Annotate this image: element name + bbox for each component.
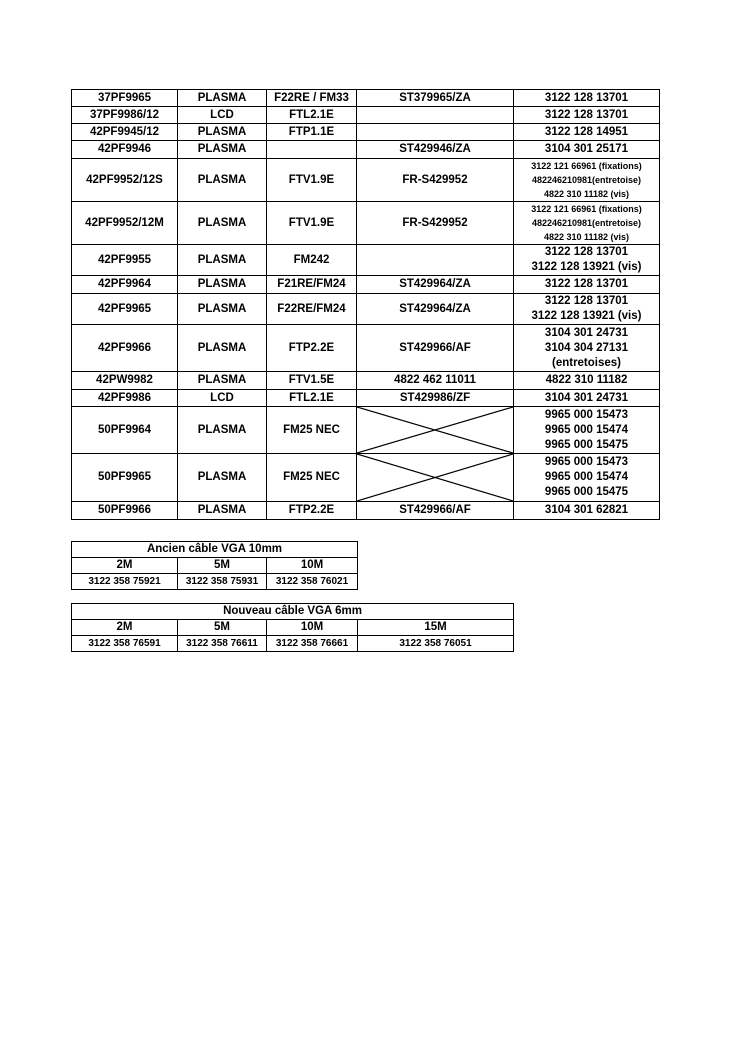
part-numbers-cell [514,202,660,245]
model-cell: 50PF9965 [72,454,178,502]
model-cell: 50PF9966 [72,502,178,520]
table-row [72,454,660,502]
chassis-cell: F21RE/FM24 [267,276,357,294]
type-cell: PLASMA [178,159,267,202]
reference-cell: ST429964/ZA [357,276,514,294]
type-cell: PLASMA [178,502,267,520]
part-number: 4822 310 11182 (vis) [543,232,630,242]
part-number: 9965 000 15474 [544,423,629,436]
chassis-cell: FTV1.5E [267,372,357,390]
old-cable-part: 3122 358 75921 [72,574,178,590]
type-cell: PLASMA [178,454,267,502]
chassis-cell: FM25 NEC [267,407,357,454]
part-number: 482246210981(entretoise) [531,175,642,185]
part-number: 3122 128 13701 [544,246,629,258]
part-number: 9965 000 15473 [544,408,629,421]
part-number: 9965 000 15473 [544,456,629,468]
chassis-cell: F22RE / FM33 [267,90,357,107]
type-cell: PLASMA [178,245,267,276]
reference-cell: ST429986/ZF [357,390,514,407]
model-cell: 42PF9945/12 [72,124,178,141]
new-cable-header: 15M [358,620,514,636]
chassis-cell: FTP2.2E [267,325,357,372]
table-row [72,159,660,202]
part-numbers-cell [514,390,660,407]
old-cable-header: 5M [178,558,267,574]
part-number: 3122 128 14951 [544,125,629,138]
type-cell: PLASMA [178,124,267,141]
part-number: 3104 301 24731 [544,391,629,404]
part-numbers-cell [514,294,660,325]
part-number: 3104 304 27131 [544,341,629,354]
reference-cell: ST429966/AF [357,325,514,372]
model-cell: 42PF9946 [72,141,178,159]
type-cell: PLASMA [178,372,267,390]
type-cell: PLASMA [178,294,267,325]
part-number: 3122 128 13921 (vis) [531,261,642,273]
type-cell: PLASMA [178,90,267,107]
part-number: 482246210981(entretoise) [531,218,642,228]
part-numbers-cell [514,159,660,202]
old-cable-header: 10M [267,558,358,574]
part-numbers-cell [514,276,660,294]
chassis-cell: FTV1.9E [267,202,357,245]
reference-cell [357,245,514,276]
part-number: 4822 310 11182 (vis) [543,189,630,199]
part-number: 3122 128 13701 [544,108,629,121]
table-row [72,124,660,141]
part-numbers-cell [514,372,660,390]
type-cell: PLASMA [178,202,267,245]
table-row [72,202,660,245]
part-number: 3122 128 13701 [544,278,629,290]
reference-cell [357,124,514,141]
type-cell: PLASMA [178,276,267,294]
old-cable-title: Ancien câble VGA 10mm [72,542,358,558]
type-cell: PLASMA [178,325,267,372]
chassis-cell: FM25 NEC [267,454,357,502]
reference-cell: FR-S429952 [357,202,514,245]
reference-cell: ST429964/ZA [357,294,514,325]
table-row [72,276,660,294]
table-row [72,325,660,372]
chassis-cell: FTV1.9E [267,159,357,202]
part-number: 9965 000 15475 [544,486,629,498]
table-row [72,407,660,454]
part-numbers-cell [514,90,660,107]
part-number: 9965 000 15474 [544,471,629,483]
part-numbers-cell [514,407,660,454]
new-cable-part: 3122 358 76051 [358,636,514,652]
chassis-cell: FTP1.1E [267,124,357,141]
new-cable-header: 10M [267,620,358,636]
reference-cell: ST429966/AF [357,502,514,520]
parts-table [71,89,660,520]
old-cable-part: 3122 358 75931 [178,574,267,590]
model-cell: 42PF9965 [72,294,178,325]
reference-cell: 4822 462 11011 [357,372,514,390]
chassis-cell: F22RE/FM24 [267,294,357,325]
table-row [72,107,660,124]
model-cell: 50PF9964 [72,407,178,454]
part-numbers-cell [514,245,660,276]
chassis-cell: FTL2.1E [267,390,357,407]
table-row [72,502,660,520]
reference-cell: ST379965/ZA [357,90,514,107]
table-row [72,372,660,390]
chassis-cell: FTL2.1E [267,107,357,124]
old-cable-header: 2M [72,558,178,574]
part-number: 3122 121 66961 (fixations) [531,161,642,171]
chassis-cell: FM242 [267,245,357,276]
crossed-out-cell [357,454,514,502]
part-number: 3122 128 13701 [544,91,629,104]
part-numbers-cell [514,124,660,141]
old-vga-cable-table [71,541,358,590]
chassis-cell: FTP2.2E [267,502,357,520]
part-number: 9965 000 15475 [544,438,629,451]
reference-cell: FR-S429952 [357,159,514,202]
new-cable-part: 3122 358 76611 [178,636,267,652]
new-vga-cable-table [71,603,514,652]
chassis-cell [267,141,357,159]
model-cell: 42PF9952/12M [72,202,178,245]
model-cell: 42PF9966 [72,325,178,372]
old-cable-part: 3122 358 76021 [267,574,358,590]
model-cell: 42PF9986 [72,390,178,407]
type-cell: PLASMA [178,141,267,159]
table-row [72,141,660,159]
cross-mark [357,454,513,501]
part-number: (entretoises) [551,356,622,369]
part-number: 3122 121 66961 (fixations) [531,204,642,214]
part-numbers-cell [514,325,660,372]
part-number: 3104 301 62821 [544,504,629,516]
model-cell: 37PF9986/12 [72,107,178,124]
table-row [72,90,660,107]
part-numbers-cell [514,502,660,520]
model-cell: 42PW9982 [72,372,178,390]
new-cable-header: 2M [72,620,178,636]
part-number: 3122 128 13701 [544,295,629,307]
part-number: 3122 128 13921 (vis) [531,310,642,322]
type-cell: PLASMA [178,407,267,454]
part-number: 3104 301 24731 [544,326,629,339]
table-row [72,294,660,325]
model-cell: 42PF9955 [72,245,178,276]
table-row [72,245,660,276]
new-cable-header: 5M [178,620,267,636]
part-numbers-cell [514,107,660,124]
reference-cell [357,107,514,124]
part-number: 3104 301 25171 [544,143,629,155]
cross-mark [357,407,513,453]
table-row [72,390,660,407]
type-cell: LCD [178,107,267,124]
model-cell: 37PF9965 [72,90,178,107]
model-cell: 42PF9952/12S [72,159,178,202]
part-numbers-cell [514,454,660,502]
part-number: 4822 310 11182 [545,374,628,386]
reference-cell: ST429946/ZA [357,141,514,159]
model-cell: 42PF9964 [72,276,178,294]
type-cell: LCD [178,390,267,407]
crossed-out-cell [357,407,514,454]
new-cable-part: 3122 358 76661 [267,636,358,652]
new-cable-part: 3122 358 76591 [72,636,178,652]
part-numbers-cell [514,141,660,159]
new-cable-title: Nouveau câble VGA 6mm [72,604,514,620]
